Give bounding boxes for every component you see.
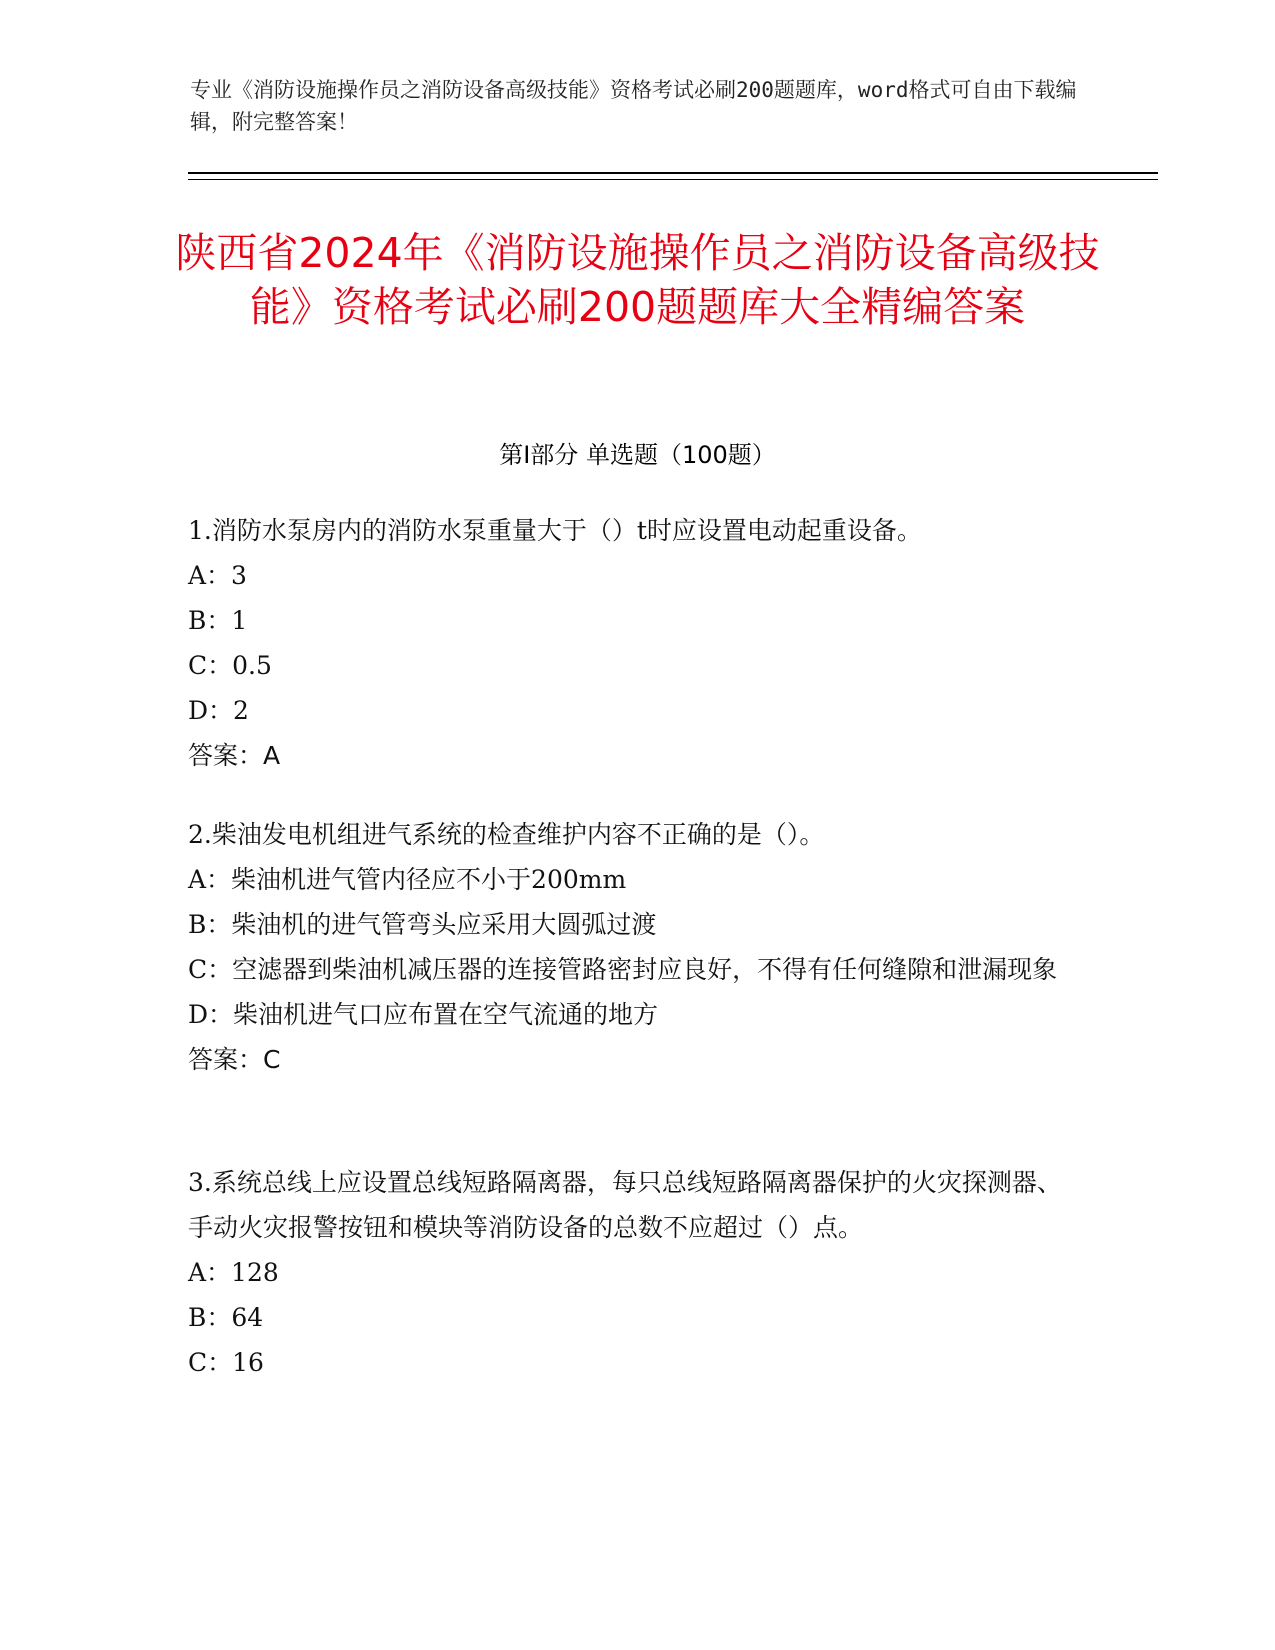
- answer: 答案：C: [188, 1045, 281, 1074]
- question-stem: 3.系统总线上应设置总线短路隔离器，每只总线短路隔离器保护的火灾探测器、手动火灾报警按钮和模块等消防设备的总数不应超过（）点。: [188, 1168, 1062, 1242]
- option-c: C：0.5: [188, 651, 272, 680]
- section-heading: 第Ⅰ部分 单选题（100题）: [499, 441, 776, 469]
- option-d: D：2: [188, 696, 249, 725]
- question-1: [188, 508, 1078, 778]
- header-note: 专业《消防设施操作员之消防设备高级技能》资格考试必刷200题题库，word格式可自由下载编辑，附完整答案！: [190, 78, 1077, 134]
- header-divider-thin: [188, 179, 1158, 180]
- option-b: B：柴油机的进气管弯头应采用大圆弧过渡: [188, 910, 657, 939]
- header-divider-thick: [188, 172, 1158, 174]
- option-b: B：1: [188, 606, 248, 635]
- option-c: C：空滤器到柴油机减压器的连接管路密封应良好，不得有任何缝隙和泄漏现象: [188, 955, 1058, 984]
- option-a: A：128: [188, 1258, 279, 1287]
- question-stem: 1.消防水泵房内的消防水泵重量大于（）t时应设置电动起重设备。: [188, 516, 922, 545]
- option-a: A：3: [188, 561, 247, 590]
- option-a: A：柴油机进气管内径应不小于200mm: [188, 865, 627, 894]
- question-stem: 2.柴油发电机组进气系统的检查维护内容不正确的是（）。: [188, 820, 825, 849]
- option-c: C：16: [188, 1348, 264, 1377]
- question-3: [188, 1160, 1078, 1385]
- question-2: [188, 812, 1078, 1082]
- answer: 答案：A: [188, 741, 281, 770]
- document-title: 陕西省2024年《消防设施操作员之消防设备高级技能》资格考试必刷200题题库大全精编答案: [175, 229, 1100, 331]
- option-b: B：64: [188, 1303, 264, 1332]
- option-d: D：柴油机进气口应布置在空气流通的地方: [188, 1000, 659, 1029]
